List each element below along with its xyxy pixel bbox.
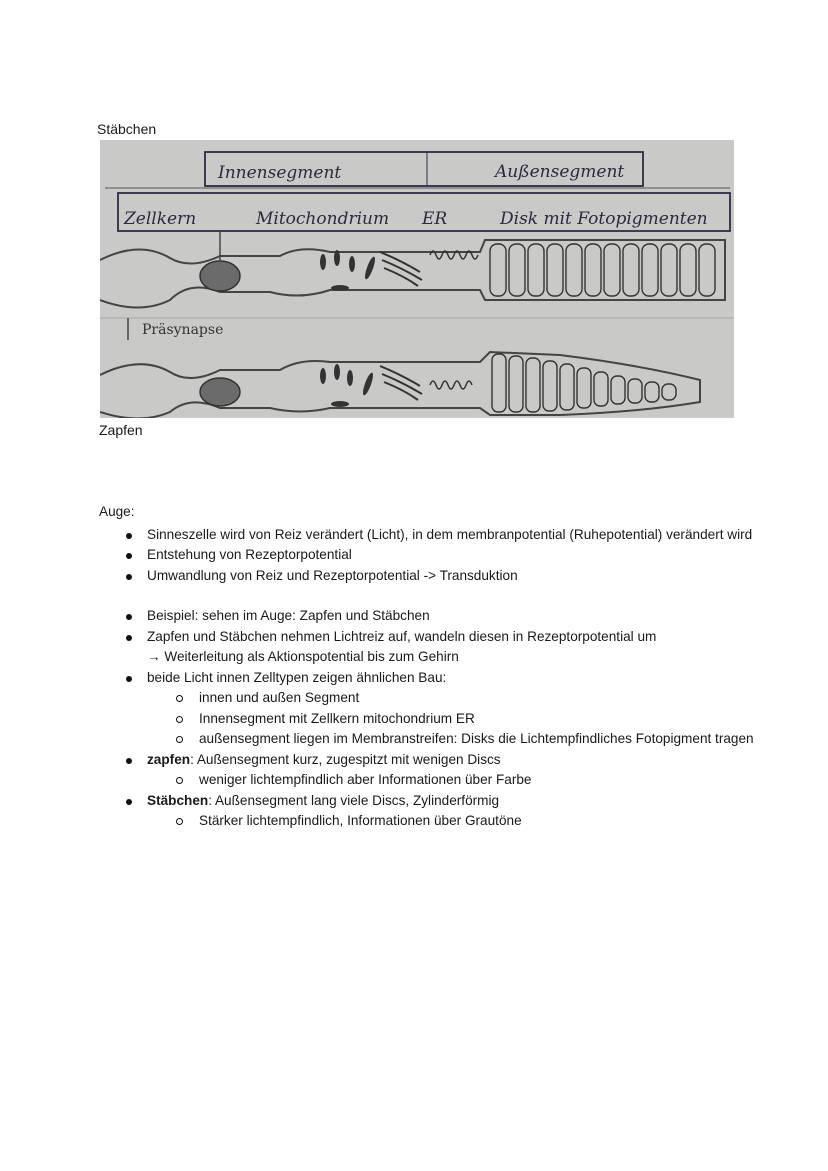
cone-cell xyxy=(100,352,700,418)
sub-list xyxy=(147,688,779,750)
label-zapfen: Zapfen xyxy=(99,422,143,438)
photoreceptor-diagram xyxy=(100,140,734,418)
label-aussensegment: Außensegment xyxy=(495,162,625,182)
notes-list xyxy=(99,525,779,587)
notes-list xyxy=(99,606,779,832)
sub-list-item: außensegment liegen im Membranstreifen: Disks die Lichtempfindliches Fotopigment tragen xyxy=(99,729,779,750)
sub-list xyxy=(147,811,779,832)
notes-heading: Auge: xyxy=(99,504,135,519)
sub-list-item: weniger lichtempfindlich aber Informationen über Farbe xyxy=(99,770,779,791)
label-staebchen: Stäbchen xyxy=(97,121,157,137)
label-mitochondrium: Mitochondrium xyxy=(256,209,390,229)
list-item: Zapfen und Stäbchen nehmen Lichtreiz auf, wandeln diesen in Rezeptorpotential um → Weiterleitung als Aktionspotential bis zum Gehirn xyxy=(99,627,779,668)
list-item: Entstehung von Rezeptorpotential xyxy=(99,545,779,566)
label-er: ER xyxy=(422,209,448,229)
list-item: Sinneszelle wird von Reiz verändert (Licht), in dem membranpotential (Ruhepotential) verändert wird xyxy=(99,525,779,546)
sub-list-item: Stärker lichtempfindlich, Informationen über Grautöne xyxy=(99,811,779,832)
sub-list-item: Innensegment mit Zellkern mitochondrium ER xyxy=(99,709,779,730)
notes-section xyxy=(99,502,779,832)
list-item: Stäbchen: Außensegment lang viele Discs, Zylinderförmig Stärker lichtempfindlich, Informationen über Grautöne xyxy=(99,791,779,832)
list-item: beide Licht innen Zelltypen zeigen ähnlichen Bau: innen und außen Segment Innensegment mit Zellkern mitochondrium ER außensegment liegen im Membranstreifen: Disks die Lichtempfindliches Fotopigment tragen xyxy=(99,668,779,750)
list-item-continuation: → Weiterleitung als Aktionspotential bis zum Gehirn xyxy=(147,649,459,664)
label-innensegment: Innensegment xyxy=(218,163,342,183)
label-praesynapse: Präsynapse xyxy=(142,322,224,338)
sub-list xyxy=(147,770,779,791)
label-zellkern: Zellkern xyxy=(124,209,197,229)
label-disk: Disk mit Fotopigmenten xyxy=(500,209,708,229)
list-item: zapfen: Außensegment kurz, zugespitzt mit wenigen Discs weniger lichtempfindlich aber Informationen über Farbe xyxy=(99,750,779,791)
list-item: Beispiel: sehen im Auge: Zapfen und Stäbchen xyxy=(99,606,779,627)
photoreceptor-figure xyxy=(100,140,734,418)
list-item: Umwandlung von Reiz und Rezeptorpotential -> Transduktion xyxy=(99,566,779,587)
sub-list-item: innen und außen Segment xyxy=(99,688,779,709)
rod-cell xyxy=(100,231,725,308)
